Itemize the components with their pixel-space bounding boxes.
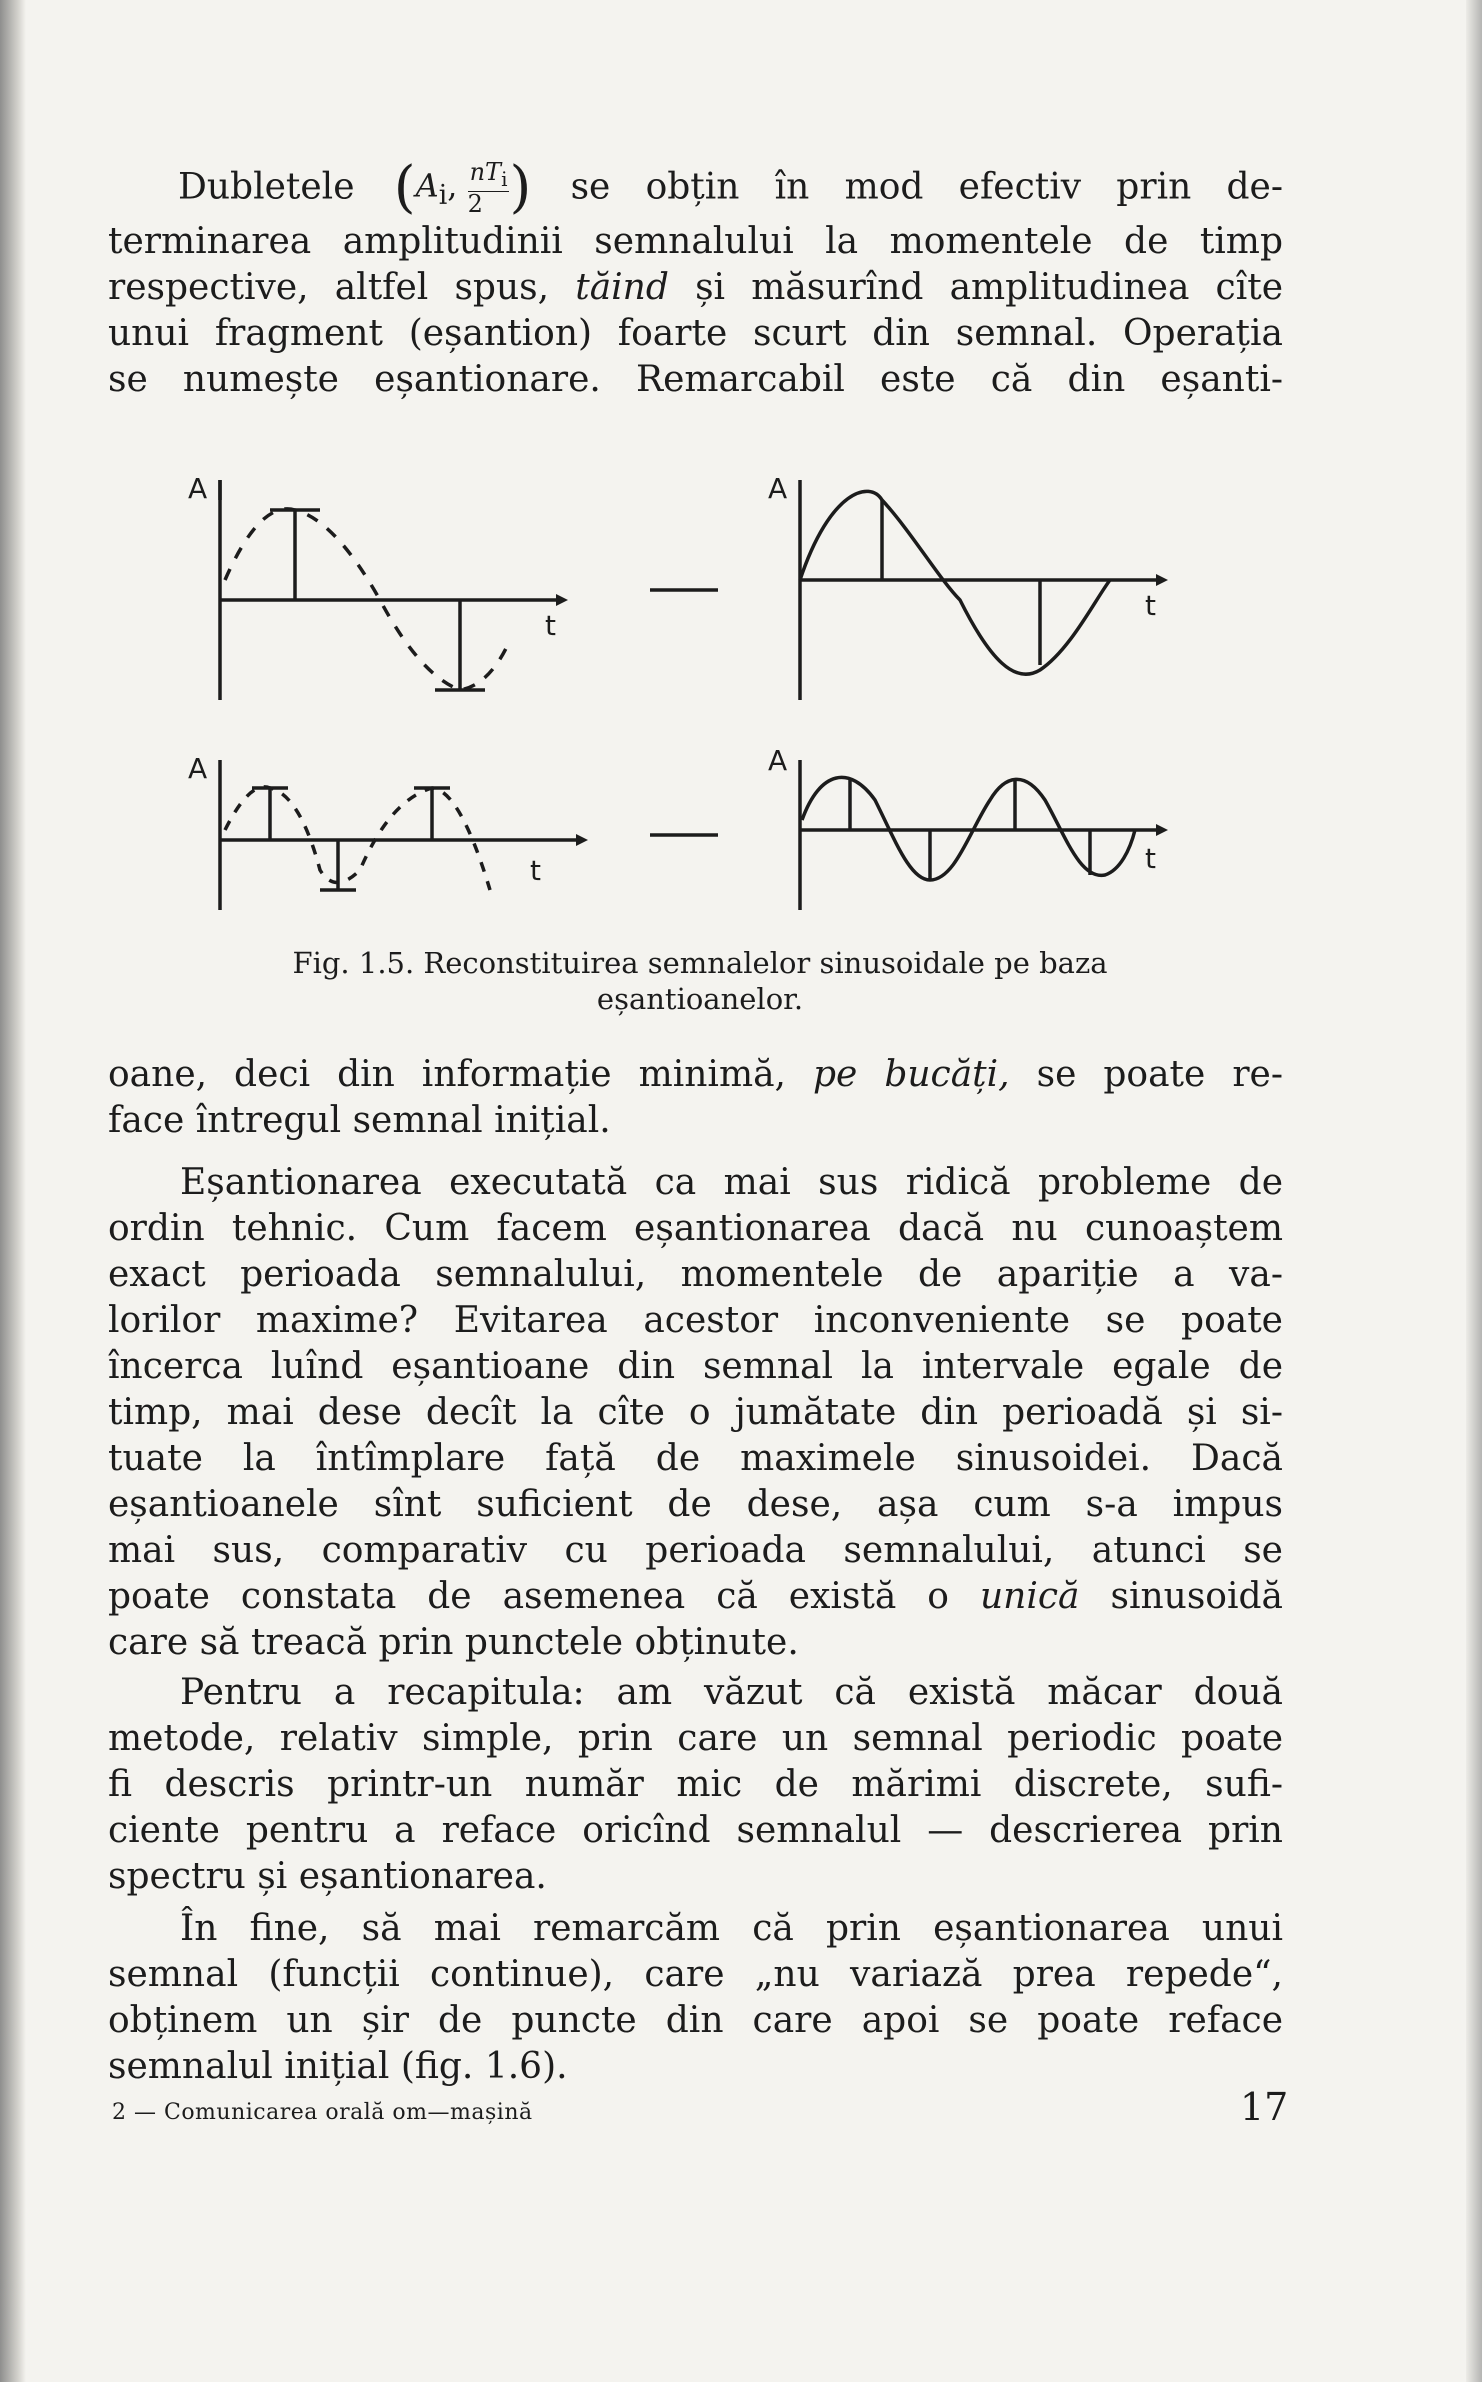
axis-label-t-4: t bbox=[1145, 842, 1156, 875]
paragraph-1-line-1-text: se obțin în mod efectiv prin de- bbox=[570, 166, 1283, 208]
paragraph-1-line-2: terminarea amplitudinii semnalului la momentele de timp bbox=[108, 220, 1283, 262]
paragraph-1-line-3: respective, altfel spus, tăind și măsurînd amplitudinea cîte bbox=[108, 266, 1284, 308]
formula-sub: i bbox=[438, 179, 448, 211]
paragraph-4-line-2: metode, relativ simple, prin care un semnal periodic poate bbox=[108, 1718, 1283, 1759]
figure-caption-line-1: Fig. 1.5. Reconstituirea semnalelor sinusoidale pe baza bbox=[292, 946, 1108, 980]
paragraph-3 bbox=[108, 1160, 1283, 1666]
paragraph-3-line-10-text: poate constata de asemenea că există o bbox=[108, 1576, 949, 1617]
paragraph-3-line-9: mai sus, comparativ cu perioada semnalului, atunci se bbox=[108, 1530, 1283, 1571]
panel-top-right bbox=[800, 480, 1168, 700]
formula-amplitude: A bbox=[415, 166, 439, 205]
paragraph-1-line-5: se numește eșantionare. Remarcabil este că din eșanti- bbox=[108, 358, 1283, 400]
formula-fraction bbox=[468, 160, 510, 216]
paragraph-4-line-1: Pentru a recapitula: am văzut că există măcar două bbox=[180, 1672, 1283, 1713]
paragraph-4-line-3: fi descris printr-un număr mic de mărimi discrete, sufi- bbox=[108, 1764, 1283, 1805]
paragraph-3-line-10-end: sinusoidă bbox=[1110, 1576, 1283, 1617]
paragraph-5 bbox=[108, 1906, 1283, 2090]
sample-pair-formula: ($A_i$, $\frac{nT_i}{2}$ ) bbox=[393, 154, 532, 220]
axis-label-a-3: A bbox=[188, 752, 208, 785]
fraction-numerator-sub: i bbox=[501, 166, 508, 191]
paragraph-5-line-4: semnalul inițial (fig. 1.6). bbox=[108, 2046, 568, 2087]
paragraph-3-line-2: ordin tehnic. Cum facem eșantionarea dacă nu cunoaștem bbox=[108, 1208, 1283, 1249]
fraction-numerator: nT bbox=[469, 158, 502, 186]
paragraph-3-line-11: care să treacă prin punctele obținute. bbox=[108, 1622, 799, 1663]
figure-caption-line-2: eșantioanelor. bbox=[596, 982, 804, 1016]
paragraph-2-text-b: se poate re- bbox=[1036, 1054, 1283, 1095]
axis-label-t-3: t bbox=[530, 854, 541, 887]
paragraph-4-line-5: spectru și eșantionarea. bbox=[108, 1856, 547, 1897]
panel-top-left bbox=[220, 480, 568, 700]
paragraph-3-line-6: timp, mai dese decît la cîte o jumătate din perioadă și si- bbox=[108, 1392, 1283, 1433]
paragraph-2-line-1 bbox=[108, 1052, 1283, 1098]
paragraph-3-italic: unică bbox=[979, 1576, 1080, 1617]
figure-1-5-sampling-diagram bbox=[170, 470, 1200, 950]
page-binding-shadow bbox=[0, 0, 26, 2382]
paragraph-4 bbox=[108, 1670, 1283, 1900]
paragraph-2-line-2: face întregul semnal inițial. bbox=[108, 1100, 611, 1141]
italic-word: tăind bbox=[575, 266, 669, 308]
paragraph-5-line-2: semnal (funcții continue), care „nu variază prea repede“, bbox=[108, 1954, 1283, 1995]
paragraph-1 bbox=[108, 154, 1284, 403]
paragraph-2-italic: pe bucăți, bbox=[812, 1054, 1010, 1095]
axis-label-a-4: A bbox=[768, 744, 788, 777]
fraction-denominator: 2 bbox=[467, 189, 483, 218]
paragraph-3-line-5: încerca luînd eșantioane din semnal la intervale egale de bbox=[108, 1346, 1283, 1387]
paragraph-2 bbox=[108, 1052, 1283, 1144]
lead-word: Dubletele bbox=[178, 166, 355, 208]
paragraph-5-line-3: obținem un șir de puncte din care apoi se poate reface bbox=[108, 2000, 1283, 2041]
paragraph-4-line-4: ciente pentru a reface oricînd semnalul — descrierea prin bbox=[108, 1810, 1283, 1851]
paragraph-3-line-4: lorilor maxime? Evitarea acestor inconveniente se poate bbox=[108, 1300, 1283, 1341]
paragraph-1-line-1 bbox=[108, 154, 1283, 220]
page-edge-shadow bbox=[1466, 0, 1482, 2382]
axis-label-t-2: t bbox=[1145, 589, 1156, 622]
paragraph-2-text-a: oane, deci din informație minimă, bbox=[108, 1054, 786, 1095]
axis-label-t-1: t bbox=[545, 609, 556, 642]
page-number: 17 bbox=[1240, 2085, 1289, 2129]
paragraph-1-line-4: unui fragment (eșantion) foarte scurt din semnal. Operația bbox=[108, 312, 1283, 354]
axis-label-a-2: A bbox=[768, 472, 788, 505]
running-footer-title: 2 — Comunicarea orală om—mașină bbox=[112, 2100, 533, 2125]
paragraph-5-line-1: În fine, să mai remarcăm că prin eșantionarea unui bbox=[180, 1908, 1283, 1949]
paragraph-3-line-8: eșantioanele sînt suficient de dese, așa cum s-a impus bbox=[108, 1484, 1283, 1525]
paragraph-3-line-3: exact perioada semnalului, momentele de apariție a va- bbox=[108, 1254, 1283, 1295]
axis-label-a-1: A bbox=[188, 472, 208, 505]
figure-caption bbox=[210, 945, 1190, 1017]
paragraph-3-line-10 bbox=[108, 1574, 1283, 1620]
paragraph-3-line-1: Eșantionarea executată ca mai sus ridică probleme de bbox=[180, 1162, 1283, 1203]
panel-bottom-right bbox=[800, 760, 1168, 910]
paragraph-3-line-7: tuate la întîmplare față de maximele sinusoidei. Dacă bbox=[108, 1438, 1283, 1479]
panel-bottom-left bbox=[220, 760, 588, 910]
